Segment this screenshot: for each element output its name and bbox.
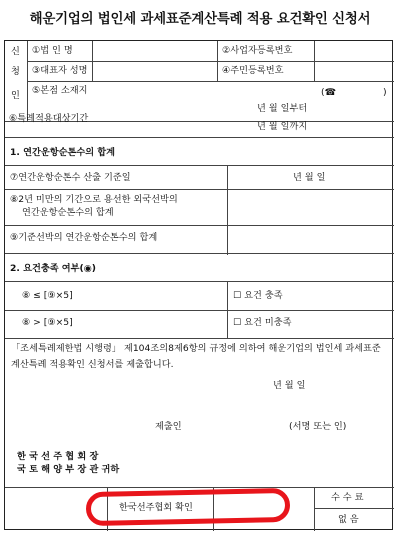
fee-rule xyxy=(314,508,394,509)
association-confirmation-label: 한국선주협회 확인 xyxy=(119,502,193,513)
side-label-2: 청 xyxy=(11,66,20,77)
business-reg-no-label: ②사업자등록번호 xyxy=(222,45,293,56)
applicant-signature-label: 제출인 xyxy=(155,421,182,432)
fee-value: 없 음 xyxy=(338,514,359,525)
condition-2: ⑧ > [⑨×5] xyxy=(22,317,73,328)
declaration-text: 「조세특례제한법 시행령」 제104조의8제6항의 규정에 의하여 해운기업의 법인세 과세표준계산특례 적용확인 신청서를 제출합니다. xyxy=(11,343,381,370)
footer-top-rule xyxy=(5,487,394,488)
form-title: 해운기업의 법인세 과세표준계산특례 적용 요건확인 신청서 xyxy=(29,12,371,27)
recipient-line-2: 국 토 해 양 부 장 관 귀하 xyxy=(17,464,120,475)
applicant-row-rule-1 xyxy=(27,61,394,62)
section1-heading-rule xyxy=(5,165,394,166)
period-from: 년 월 일부터 xyxy=(257,103,308,114)
section2-heading-rule xyxy=(5,281,394,282)
row8-label-line1: ⑧2년 미만의 기간으로 용선한 외국선박의 xyxy=(10,194,178,205)
period-label: ⑥특례적용대상기간 xyxy=(9,113,89,124)
row7-rule xyxy=(5,189,394,190)
section1-heading: 1. 연간운항순톤수의 합계 xyxy=(10,147,116,158)
section2-heading: 2. 요건충족 여부(◉) xyxy=(10,263,96,274)
section1-bottom-rule xyxy=(5,253,394,254)
footer-right-divider xyxy=(314,487,315,531)
head-office-label: ⑤본점 소재지 xyxy=(32,85,88,96)
company-name-label: ①법 인 명 xyxy=(32,45,73,56)
row7-label: ⑦연간운항순톤수 산출 기준일 xyxy=(10,172,131,183)
row8-label-line2: 연간운항순톤수의 합계 xyxy=(22,207,114,218)
condition-1: ⑧ ≤ [⑨×5] xyxy=(22,290,73,301)
row9-label: ⑨기준선박의 연간운항순톤수의 합계 xyxy=(10,232,158,243)
row7-date: 년 월 일 xyxy=(293,172,326,183)
form-frame xyxy=(4,40,393,530)
fee-label: 수 수 료 xyxy=(331,492,364,503)
side-label-1: 신 xyxy=(11,46,20,57)
side-label-3: 인 xyxy=(11,90,20,101)
resident-reg-no-label: ④주민등록번호 xyxy=(222,65,284,76)
requirement-not-met-checkbox[interactable]: ☐ 요건 미충족 xyxy=(233,317,292,328)
recipient-line-1: 한 국 선 주 협 회 장 xyxy=(17,451,99,462)
red-highlight-circle xyxy=(86,488,291,526)
row8-rule xyxy=(5,225,394,226)
requirement-met-checkbox[interactable]: ☐ 요건 충족 xyxy=(233,290,283,301)
section1-top-rule xyxy=(5,137,394,138)
phone-suffix: ) xyxy=(383,87,387,98)
section2-bottom-rule xyxy=(5,338,394,339)
sign-or-seal-label: (서명 또는 인) xyxy=(289,421,347,432)
section1-value-divider xyxy=(227,165,228,255)
representative-label: ③대표자 성명 xyxy=(32,65,88,76)
phone-prefix: (☎ xyxy=(321,87,337,98)
period-to: 년 월 일까지 xyxy=(257,121,308,132)
declaration-date: 년 월 일 xyxy=(273,380,306,391)
applicant-row-rule-2 xyxy=(27,81,394,82)
condition-rule xyxy=(5,310,394,311)
